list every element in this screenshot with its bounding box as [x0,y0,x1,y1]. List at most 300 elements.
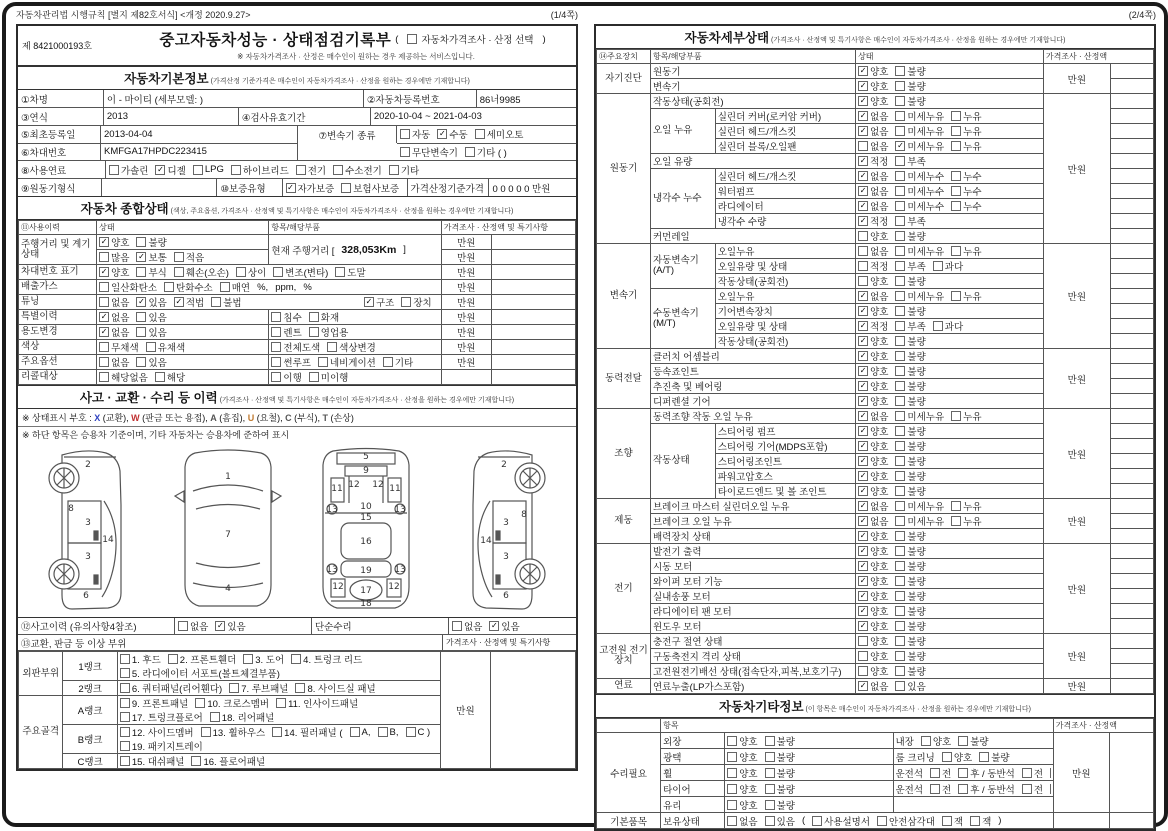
checkbox-checked-icon[interactable]: ✓ [859,291,867,300]
checkbox-checked-icon[interactable]: ✓ [859,576,867,585]
parts-cell [269,355,441,370]
checkbox-icon[interactable] [895,621,905,631]
checkbox-icon[interactable] [877,816,887,826]
checkbox-icon[interactable] [895,441,905,451]
option-label: 양호 [870,472,889,483]
checkbox-icon[interactable] [271,372,281,382]
checkbox-icon[interactable] [858,666,868,676]
checkbox-checked-icon[interactable]: ✓ [859,426,867,435]
checkbox-icon[interactable] [895,291,905,301]
checkbox-icon[interactable] [951,291,961,301]
options-group [896,734,1051,748]
checkbox-icon[interactable] [271,312,281,322]
checkbox-icon[interactable] [309,372,319,382]
checkbox-icon[interactable] [1050,768,1051,778]
checkbox-checked-icon[interactable]: ✓ [287,182,294,192]
checkbox-checked-icon[interactable]: ✓ [859,66,867,75]
checkbox-icon[interactable] [895,486,905,496]
checkbox-icon[interactable] [327,342,337,352]
table-row [597,634,1154,649]
checkbox-icon[interactable] [727,752,737,762]
checkbox-icon[interactable] [895,501,905,511]
checkbox-icon[interactable] [136,237,146,247]
checkbox-icon[interactable] [895,606,905,616]
checkbox-icon[interactable] [951,111,961,121]
checkbox-icon[interactable] [951,516,961,526]
notes-cell [491,325,575,340]
options-group [858,589,1041,603]
checkbox-icon[interactable] [858,231,868,241]
options-group [858,109,1041,123]
page-title: 중고자동차성능 · 상태점검기록부 [159,32,392,49]
option-label: 양호 [870,592,889,603]
checkbox-icon[interactable] [727,784,737,794]
checkbox-checked-icon[interactable]: ✓ [859,621,867,630]
item-label-cell: 라디에이터 팬 모터 [650,604,855,619]
checkbox-icon[interactable] [333,165,343,175]
checkbox-icon[interactable] [120,712,130,722]
option-label: 불량 [776,800,795,812]
checkbox-icon[interactable] [271,327,281,337]
checkbox-icon[interactable] [236,267,246,277]
checkbox-icon[interactable] [120,654,130,664]
checkbox-icon[interactable] [765,816,775,826]
device-group-label: 전기 [597,544,651,634]
checkbox-icon[interactable] [191,756,201,766]
checkbox-icon[interactable] [765,800,775,810]
checkbox-icon[interactable] [895,681,905,691]
checkbox-icon[interactable] [765,736,775,746]
checkbox-icon[interactable] [465,147,475,157]
basic-info-note: (가격산정 기준가격은 매수인이 자동차가격조사 · 산정을 원하는 경우에만 기재합니다) [210,78,470,85]
checkbox-icon[interactable] [895,186,905,196]
checkbox-checked-icon[interactable]: ✓ [859,546,867,555]
checkbox-icon[interactable] [951,201,961,211]
notes-cell [1110,649,1153,664]
checkbox-icon[interactable] [291,654,301,664]
checkbox-icon[interactable] [120,741,130,751]
checkbox-icon[interactable] [231,165,241,175]
checkbox-icon[interactable] [951,141,961,151]
checkbox-checked-icon[interactable]: ✓ [138,252,145,261]
options-group [858,469,1041,483]
checkbox-icon[interactable] [136,327,146,337]
checkbox-checked-icon[interactable]: ✓ [859,216,867,225]
checkbox-checked-icon[interactable]: ✓ [859,96,867,105]
checkbox-checked-icon[interactable]: ✓ [859,471,867,480]
checkbox-icon[interactable] [452,621,462,631]
option-label: 누수 [963,172,982,183]
option-label: 양호 [870,307,889,318]
checkbox-checked-icon[interactable]: ✓ [859,306,867,315]
checkbox-icon[interactable] [155,372,165,382]
checkbox-icon[interactable] [951,186,961,196]
checkbox-icon[interactable] [895,666,905,676]
checkbox-icon[interactable] [895,216,905,226]
checkbox-icon[interactable] [120,698,130,708]
checkbox-icon[interactable] [400,147,410,157]
checkbox-checked-icon[interactable]: ✓ [100,267,108,276]
checkbox-checked-icon[interactable]: ✓ [859,381,867,390]
checkbox-icon[interactable] [895,366,905,376]
checkbox-checked-icon[interactable]: ✓ [859,156,867,165]
option-label: 도말 [347,268,366,279]
status-cell [856,64,1044,79]
checkbox-checked-icon[interactable]: ✓ [491,621,498,630]
checkbox-icon[interactable] [99,297,109,307]
checkbox-checked-icon[interactable]: ✓ [859,606,867,615]
checkbox-icon[interactable] [921,736,931,746]
checkbox-checked-icon[interactable]: ✓ [859,441,867,450]
checkbox-checked-icon[interactable]: ✓ [859,396,867,405]
checkbox-icon[interactable] [727,800,737,810]
option-label: 13. 휠하우스 [212,728,266,739]
checkbox-icon[interactable] [210,712,220,722]
checkbox-icon[interactable] [895,126,905,136]
option-label: 불량 [907,277,926,288]
options-group [99,280,439,294]
checkbox-icon[interactable] [120,668,130,678]
checkbox-icon[interactable] [378,727,388,737]
option-label: 양호 [870,352,889,363]
checkbox-icon[interactable] [895,456,905,466]
checkbox-checked-icon[interactable]: ✓ [859,531,867,540]
checkbox-icon[interactable] [120,683,130,693]
checkbox-icon[interactable] [951,171,961,181]
option-label: 적정 [870,322,889,333]
options-group [858,559,1041,573]
checkbox-icon[interactable] [164,282,174,292]
checkbox-icon[interactable] [979,752,989,762]
checkbox-icon[interactable] [295,683,305,693]
checkbox-icon[interactable] [895,426,905,436]
checkbox-checked-icon[interactable]: ✓ [859,126,867,135]
checkbox-icon[interactable] [895,171,905,181]
checkbox-checked-icon[interactable]: ✓ [859,681,867,690]
checkbox-icon[interactable] [951,126,961,136]
status-cell [856,244,1044,259]
checkbox-checked-icon[interactable]: ✓ [365,297,373,306]
option-label: 불량 [907,232,926,243]
option-label: 있음 [501,622,520,633]
notes-cell [1110,634,1153,649]
checkbox-icon[interactable] [136,267,146,277]
checkbox-icon[interactable] [895,651,905,661]
checkbox-icon[interactable] [895,261,905,271]
checkbox-icon[interactable] [475,129,485,139]
checkbox-icon[interactable] [99,342,109,352]
checkbox-icon[interactable] [276,698,286,708]
item-label-cell: 스티어링조인트 [715,454,855,469]
checkbox-icon[interactable] [895,336,905,346]
option-label: 후 / 동반석 [970,784,1015,796]
checkbox-checked-icon[interactable]: ✓ [439,129,446,139]
checkbox-icon[interactable] [895,561,905,571]
checkbox-checked-icon[interactable]: ✓ [157,164,164,174]
checkbox-checked-icon[interactable]: ✓ [100,237,108,246]
repair-group-label: 수리필요 [597,733,661,813]
checkbox-icon[interactable] [895,111,905,121]
notes-cell [1110,274,1153,289]
option-label: 11. 인사이드패널 [288,699,359,710]
checkbox-icon[interactable] [389,165,399,175]
checkbox-icon[interactable] [951,501,961,511]
option-label: 구조 [376,298,395,309]
checkbox-icon[interactable] [942,752,952,762]
option-label: 양호 [870,232,889,243]
notes-cell [1110,169,1153,184]
status-cell [856,424,1044,439]
checkbox-checked-icon[interactable]: ✓ [859,501,867,510]
checkbox-checked-icon[interactable]: ✓ [859,321,867,330]
checkbox-icon[interactable] [168,654,178,664]
status-cell [893,781,1053,797]
checkbox-icon[interactable] [895,546,905,556]
field-label: ⑧사용연료 [18,161,106,178]
checkbox-icon[interactable] [933,321,943,331]
item-label-cell: 연료누출(LP가스포함) [650,679,855,694]
rank-items-line [120,739,438,753]
checkbox-checked-icon[interactable]: ✓ [859,111,867,120]
checkbox-checked-icon[interactable]: ✓ [859,186,867,195]
option-label: 15. 대쉬패널 [131,757,185,768]
checkbox-icon[interactable] [895,576,905,586]
checkbox-checked-icon[interactable]: ✓ [859,516,867,525]
panel-number-label: 14 [102,535,114,545]
options-group [99,265,439,279]
item-label-cell: 스티어링 기어(MDPS포함) [715,439,855,454]
price-cell: 만원 [440,652,490,769]
checkbox-icon[interactable] [895,231,905,241]
checkbox-icon[interactable] [136,312,146,322]
checkbox-icon[interactable] [895,531,905,541]
item-label-cell: 실린더 헤드/개스킷 [715,169,855,184]
checkbox-icon[interactable] [178,621,188,631]
checkbox-icon[interactable] [970,816,980,826]
checkbox-icon[interactable] [335,267,345,277]
checkbox-icon[interactable] [99,357,109,367]
checkbox-icon[interactable] [858,276,868,286]
item-label-cell: 고전원전기배선 상태(접속단자,피복,보호기구) [650,664,855,679]
car-diagrams [18,443,576,617]
checkbox-icon[interactable] [895,396,905,406]
table-row [19,310,576,325]
status-cell [856,544,1044,559]
checkbox-icon[interactable] [1022,784,1032,794]
item-label-cell: 클러치 어셈블리 [650,349,855,364]
panel-number-label: 12 [348,480,360,490]
checkbox-icon[interactable] [858,261,868,271]
checkbox-icon[interactable] [895,306,905,316]
checkbox-icon[interactable] [220,282,230,292]
checkbox-checked-icon[interactable]: ✓ [897,141,904,150]
checkbox-checked-icon[interactable]: ✓ [859,366,867,375]
checkbox-icon[interactable] [812,816,822,826]
checkbox-icon[interactable] [120,756,130,766]
panel-number-label: 17 [360,586,372,596]
checkbox-icon[interactable] [895,381,905,391]
item-label-cell: 파워고압호스 [715,469,855,484]
document-number: 제 8421000193호 [22,41,92,51]
checkbox-icon[interactable] [401,297,411,307]
checkbox-icon[interactable] [895,636,905,646]
checkbox-icon[interactable] [951,246,961,256]
checkbox-icon[interactable] [958,768,968,778]
checkbox-icon[interactable] [942,816,952,826]
checkbox-checked-icon[interactable]: ✓ [138,297,145,306]
checkbox-icon[interactable] [211,297,221,307]
option-label: 없음 [870,247,889,258]
checkbox-checked-icon[interactable]: ✓ [859,411,867,420]
checkbox-icon[interactable] [146,342,156,352]
checkbox-icon[interactable] [99,282,109,292]
checkbox-icon[interactable] [930,784,940,794]
checkbox-checked-icon[interactable]: ✓ [859,351,867,360]
option-label: 있음 [148,313,167,324]
option-label: 불량 [907,442,926,453]
checkbox-icon[interactable] [400,129,410,139]
checkbox-icon[interactable] [309,327,319,337]
checkbox-icon[interactable] [174,252,184,262]
checkbox-icon[interactable] [350,727,360,737]
options-group [858,499,1041,513]
status-cell [856,664,1044,679]
option-label: 유채색 [157,343,186,354]
checkbox-icon[interactable] [933,261,943,271]
checkbox-icon[interactable] [765,768,775,778]
panel-number-label: 1 [224,472,231,482]
checkbox-icon[interactable] [895,66,905,76]
option-label: 양호 [870,667,889,678]
checkbox-icon[interactable] [109,165,119,175]
option-label: 가솔린 [120,165,149,177]
options-group [858,259,1041,273]
checkbox-checked-icon[interactable]: ✓ [859,336,867,345]
options-group [858,289,1041,303]
checkbox-icon[interactable] [727,816,737,826]
checkbox-icon[interactable] [858,651,868,661]
checkbox-icon[interactable] [193,165,203,175]
checkbox-icon[interactable] [930,768,940,778]
panel-number-label: 12 [372,480,384,490]
checkbox-icon[interactable] [243,654,253,664]
checkbox-checked-icon[interactable]: ✓ [859,81,867,90]
option-label: 없음 [111,298,130,309]
checkbox-icon[interactable] [895,246,905,256]
checkbox-icon[interactable] [296,165,306,175]
status-cell [97,250,269,265]
status-cell [856,199,1044,214]
checkbox-checked-icon[interactable]: ✓ [859,561,867,570]
checkbox-checked-icon[interactable]: ✓ [859,486,867,495]
option-label: 미세누수 [907,172,945,183]
checkbox-icon[interactable] [273,267,283,277]
item-label-cell: 냉각수 수량 [715,214,855,229]
rank-items-cell [117,681,440,696]
option-label: 운전석 [895,768,924,780]
checkbox-icon[interactable] [895,201,905,211]
checkbox-icon[interactable] [895,471,905,481]
checkbox-icon[interactable] [858,246,868,256]
options-group [397,126,576,143]
option-label: 불량 [907,532,926,543]
checkbox-icon[interactable] [271,342,281,352]
checkbox-icon[interactable] [727,768,737,778]
checkbox-icon[interactable] [958,784,968,794]
simple-repair-label: 단순수리 [312,618,449,634]
checkbox-icon[interactable] [727,736,737,746]
checkbox-icon[interactable] [895,96,905,106]
checkbox-icon[interactable] [895,516,905,526]
checkbox-icon[interactable] [318,357,328,367]
usage-history-label: 색상 [19,340,97,355]
checkbox-checked-icon[interactable]: ✓ [175,297,183,306]
checkbox-icon[interactable] [895,81,905,91]
checkbox-checked-icon[interactable]: ✓ [859,456,867,465]
checkbox-checked-icon[interactable]: ✓ [859,171,867,180]
price-cell: 만원 [1043,634,1110,679]
checkbox-icon[interactable] [120,727,130,737]
options-left [99,295,248,309]
checkbox-icon[interactable] [895,351,905,361]
checkbox-icon[interactable] [895,591,905,601]
checkbox-icon[interactable] [895,156,905,166]
checkbox-icon[interactable] [195,698,205,708]
option-label: 없음 [870,202,889,213]
checkbox-icon[interactable] [309,312,319,322]
checkbox-icon[interactable] [895,411,905,421]
panel-number-label: 11 [331,484,343,494]
options-group [858,409,1041,423]
checkbox-checked-icon[interactable]: ✓ [859,201,867,210]
checkbox-icon[interactable] [958,736,968,746]
checkbox-icon[interactable] [406,727,416,737]
panel-number-label: 14 [480,536,492,546]
checkbox-icon[interactable] [1022,768,1032,778]
checkbox-icon[interactable] [341,183,351,193]
checkbox-icon[interactable] [383,357,393,367]
checkbox-icon[interactable] [272,727,282,737]
checkbox-icon[interactable] [99,252,109,262]
checkbox-checked-icon[interactable]: ✓ [100,327,108,336]
checkbox-checked-icon[interactable]: ✓ [859,591,867,600]
option-label: 색상변경 [339,343,376,354]
checkbox-icon[interactable] [951,411,961,421]
rank-label: 2랭크 [63,681,117,696]
checkbox-icon[interactable] [174,267,184,277]
panel-number-label: 3 [85,552,92,562]
checkbox-icon[interactable] [1050,784,1051,794]
checkbox-icon[interactable] [136,357,146,367]
checkbox-icon[interactable] [858,141,868,151]
detail-state-table [596,49,1154,694]
checkbox-icon[interactable] [895,276,905,286]
checkbox-icon[interactable] [858,636,868,646]
checkbox-icon[interactable] [765,784,775,794]
checkbox-icon[interactable] [201,727,211,737]
checkbox-icon[interactable] [895,321,905,331]
checkbox-icon[interactable] [99,372,109,382]
checkbox-icon[interactable] [407,34,417,44]
checkbox-icon[interactable] [229,683,239,693]
panel-number-label: 19 [360,566,372,576]
notes-cell [1110,589,1153,604]
option-label: C ) [417,726,431,738]
checkbox-checked-icon[interactable]: ✓ [217,621,224,630]
checkbox-icon[interactable] [271,357,281,367]
checkbox-icon[interactable] [765,752,775,762]
checkbox-checked-icon[interactable]: ✓ [100,312,108,321]
